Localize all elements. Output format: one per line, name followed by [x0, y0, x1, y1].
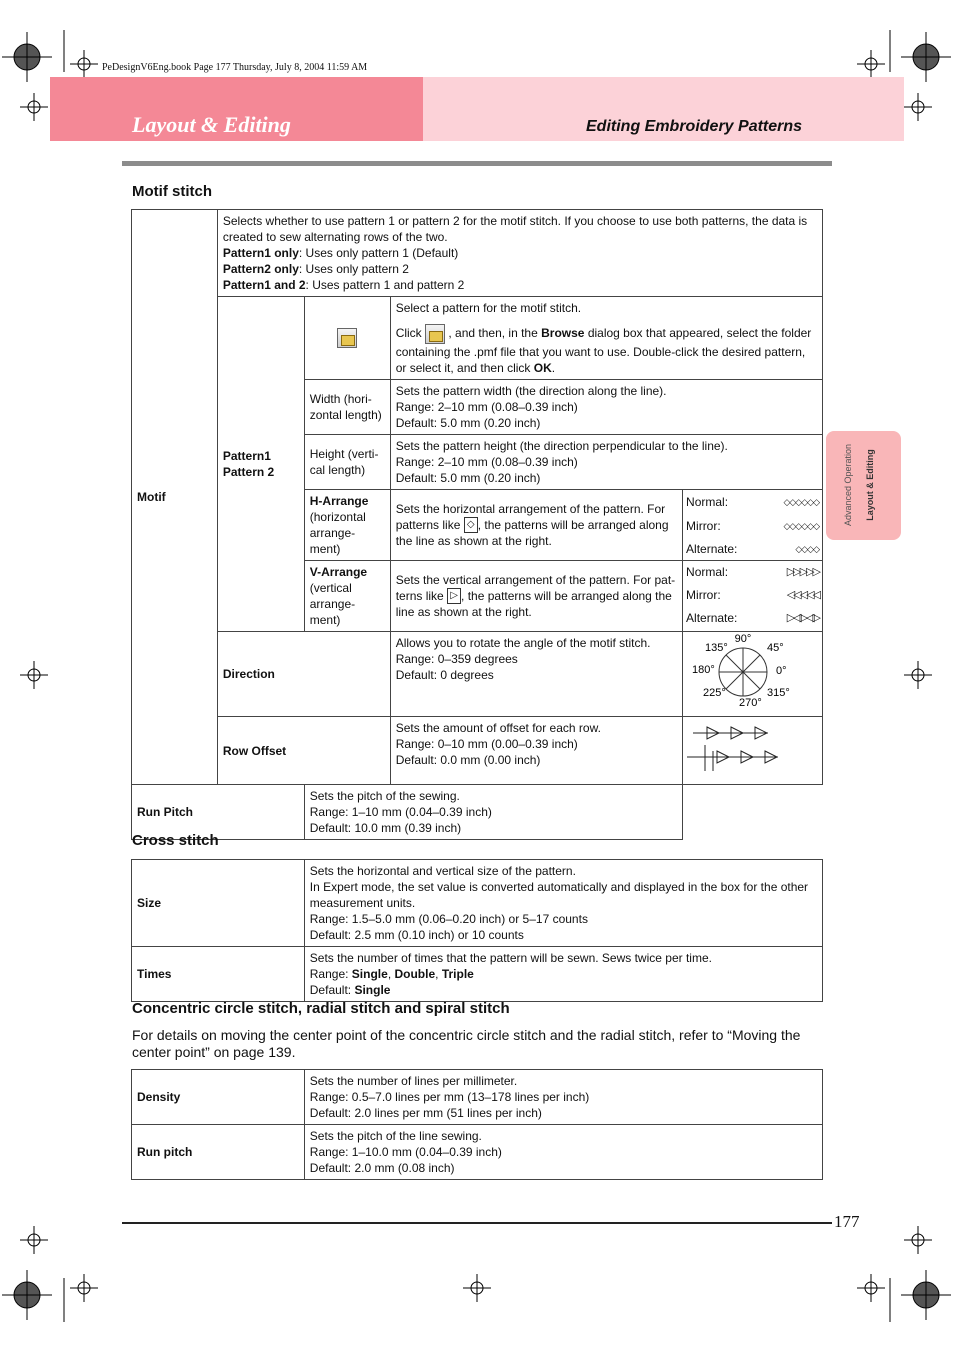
- rowoffset-desc-2: Default: 0.0 mm (0.00 inch): [395, 753, 541, 767]
- h-mirror-label: Mirror:: [686, 519, 721, 533]
- times-default-pre: Default:: [309, 983, 355, 997]
- angle-270: 270°: [739, 697, 762, 709]
- density-label: Density: [132, 1070, 305, 1125]
- chapter-title: Layout & Editing: [132, 112, 291, 137]
- side-tab: [826, 431, 901, 540]
- select-desc-cell: [390, 297, 822, 380]
- angle-135: 135°: [705, 642, 728, 654]
- motif-heading: Motif stitch: [132, 183, 212, 200]
- comma: ,: [435, 967, 442, 981]
- height-desc-cell: [390, 435, 822, 490]
- row-offset-icon: [683, 717, 803, 777]
- runpitch-desc-0: Sets the pitch of the sewing.: [309, 789, 460, 803]
- runpitch-desc-1: Range: 1–10 mm (0.04–0.39 inch): [309, 805, 492, 819]
- rowoffset-desc-cell: [390, 717, 682, 785]
- diamond-mirror-icon: ◇◇◇◇◇◇: [783, 521, 819, 531]
- h-normal-label: Normal:: [686, 495, 729, 509]
- angle-225: 225°: [703, 687, 726, 699]
- direction-desc-1: Range: 0–359 degrees: [395, 652, 518, 666]
- angle-45: 45°: [767, 642, 784, 654]
- pattern2-label: Pattern 2: [222, 465, 275, 479]
- page-number: 177: [834, 1212, 860, 1231]
- open-folder-icon: [425, 324, 445, 344]
- side-tab-line2: Layout & Editing: [865, 449, 875, 521]
- width-desc-0: Sets the pattern width (the direction along the line).: [395, 384, 667, 398]
- harrange-bold: H-Arrange: [309, 494, 369, 508]
- density-desc-1: Range: 0.5–7.0 lines per mm (13–178 lines per inch): [309, 1090, 590, 1104]
- times-double: Double: [394, 967, 436, 981]
- opt2-bold: Pattern2 only: [222, 262, 299, 276]
- rowoffset-desc-0: Sets the amount of offset for each row.: [395, 721, 601, 735]
- direction-dial-icon: [683, 632, 803, 714]
- width-label: Width (hori-zontal length): [304, 380, 390, 435]
- times-triple: Triple: [441, 967, 474, 981]
- harrange-desc: [390, 490, 682, 561]
- ok-word: OK: [533, 361, 552, 375]
- triangle-icon: ▷: [447, 588, 461, 604]
- open-folder-icon[interactable]: [337, 328, 357, 348]
- concentric-paragraph: For details on moving the center point of the concentric circle stitch and the radial stitch, refer to “Moving the center point” on page 139.: [132, 1027, 801, 1060]
- diamond-normal-icon: ◇◇◇◇◇◇: [783, 497, 819, 507]
- times-default-single: Single: [354, 983, 391, 997]
- harrange-label-cell: [304, 490, 390, 561]
- times-desc-cell: [304, 947, 822, 1002]
- runpitch2-desc-1: Range: 1–10.0 mm (0.04–0.39 inch): [309, 1145, 502, 1159]
- size-desc-0: Sets the horizontal and vertical size of the pattern.: [309, 864, 576, 878]
- times-range-pre: Range:: [309, 967, 352, 981]
- select-line: Select a pattern for the motif stitch.: [395, 301, 582, 315]
- density-desc-0: Sets the number of lines per millimeter.: [309, 1074, 518, 1088]
- varrange-bold: V-Arrange: [309, 565, 368, 579]
- runpitch2-desc-cell: [304, 1125, 822, 1180]
- motif-label: Motif: [132, 210, 218, 785]
- triangle-alternate-icon: ▷◁▷◁▷: [786, 612, 819, 624]
- size-desc-1: In Expert mode, the set value is converted automatically and displayed in the box for the other measurement units.: [309, 880, 809, 910]
- side-tab-line1: Advanced Operation: [843, 443, 853, 527]
- v-mirror-label: Mirror:: [686, 588, 721, 602]
- times-single: Single: [351, 967, 388, 981]
- pattern1-label: Pattern1: [222, 449, 271, 463]
- harrange-illustration: [683, 490, 823, 561]
- browse-word: Browse: [541, 326, 585, 341]
- opt1-bold: Pattern1 only: [222, 246, 299, 260]
- harrange-desc-1: Sets the horizontal arrangement of the pattern. For patterns like: [395, 501, 666, 532]
- harrange-desc-2: , the patterns will be arranged along the line as shown at the right.: [395, 517, 669, 549]
- concentric-table: [131, 1069, 823, 1180]
- rowoffset-desc-1: Range: 0–10 mm (0.00–0.39 inch): [395, 737, 578, 751]
- direction-desc-0: Allows you to rotate the angle of the motif stitch.: [395, 636, 651, 650]
- angle-90: 90°: [734, 633, 752, 645]
- runpitch2-desc-0: Sets the pitch of the line sewing.: [309, 1129, 482, 1143]
- click-post: dialog box that appeared, select the folder containing the .pmf file that you want to use. Double-click the desired pattern, or select it, and then click: [395, 326, 812, 375]
- runpitch2-label: Run pitch: [132, 1125, 305, 1180]
- varrange-text: (vertical arrange-ment): [309, 581, 356, 627]
- times-line1: Sets the number of times that the pattern will be sewn. Sews twice per time.: [309, 951, 712, 965]
- height-desc-2: Default: 5.0 mm (0.20 inch): [395, 471, 541, 485]
- runpitch-desc-2: Default: 10.0 mm (0.39 inch): [309, 821, 462, 835]
- diamond-alternate-icon: ◇◇◇◇: [795, 544, 819, 554]
- v-alternate-label: Alternate:: [686, 611, 738, 625]
- varrange-illustration: [683, 561, 823, 632]
- direction-desc-2: Default: 0 degrees: [395, 668, 494, 682]
- cross-heading: Cross stitch: [132, 832, 219, 849]
- density-desc-cell: [304, 1070, 822, 1125]
- v-normal-label: Normal:: [686, 565, 729, 579]
- times-label: Times: [132, 947, 305, 1002]
- width-desc-cell: [390, 380, 822, 435]
- rowoffset-label: Row Offset: [217, 717, 390, 785]
- width-desc-1: Range: 2–10 mm (0.08–0.39 inch): [395, 400, 578, 414]
- triangle-normal-icon: ▷▷▷▷▷: [786, 566, 819, 578]
- direction-label: Direction: [217, 632, 390, 717]
- footer-rule: [122, 1222, 832, 1224]
- size-label: Size: [132, 860, 305, 947]
- pattern-label-cell: [217, 297, 304, 632]
- varrange-desc-1: Sets the vertical arrangement of the pattern. For pat-terns like: [395, 572, 676, 603]
- motif-desc-cell: [217, 210, 822, 297]
- harrange-text: (horizontal arrange-ment): [309, 510, 366, 556]
- period: .: [551, 361, 556, 375]
- opt3-text: : Uses pattern 1 and pattern 2: [305, 278, 465, 292]
- size-desc-cell: [304, 860, 822, 947]
- comma: ,: [387, 967, 395, 981]
- runpitch-label: Run Pitch: [132, 785, 305, 840]
- size-desc-2: Range: 1.5–5.0 mm (0.06–0.20 inch) or 5–17 counts: [309, 912, 588, 926]
- click-mid: , and then, in the: [448, 326, 542, 341]
- varrange-label-cell: [304, 561, 390, 632]
- height-desc-1: Range: 2–10 mm (0.08–0.39 inch): [395, 455, 578, 469]
- section-title: Editing Embroidery Patterns: [586, 118, 803, 135]
- rowoffset-illustration: [683, 717, 823, 785]
- opt3-bold: Pattern1 and 2: [222, 278, 306, 292]
- angle-0: 0°: [776, 665, 787, 677]
- triangle-mirror-icon: ◁◁◁◁◁: [786, 589, 819, 601]
- width-desc-2: Default: 5.0 mm (0.20 inch): [395, 416, 541, 430]
- motif-table: [131, 209, 823, 840]
- runpitch-desc-cell: [304, 785, 682, 840]
- size-desc-3: Default: 2.5 mm (0.10 inch) or 10 counts: [309, 928, 524, 942]
- opt1-text: : Uses only pattern 1 (Default): [298, 246, 459, 260]
- h-alternate-label: Alternate:: [686, 542, 738, 556]
- motif-desc: Selects whether to use pattern 1 or pattern 2 for the motif stitch. If you choose to use both patterns, the data is created to sew alternating rows of the two.: [222, 214, 808, 244]
- cross-table: [131, 859, 823, 1002]
- varrange-desc-2: , the patterns will be arranged along the line as shown at the right.: [395, 588, 672, 620]
- header-rule: [122, 161, 832, 166]
- diamond-icon: ◇: [464, 517, 478, 533]
- height-desc-0: Sets the pattern height (the direction perpendicular to the line).: [395, 439, 728, 453]
- opt2-text: : Uses only pattern 2: [298, 262, 409, 276]
- browse-icon-cell: [304, 297, 390, 380]
- varrange-desc: [390, 561, 682, 632]
- click-pre: Click: [395, 326, 422, 341]
- direction-dial-cell: [683, 632, 823, 717]
- density-desc-2: Default: 2.0 lines per mm (51 lines per inch): [309, 1106, 542, 1120]
- height-label: Height (verti-cal length): [304, 435, 390, 490]
- concentric-heading: Concentric circle stitch, radial stitch and spiral stitch: [132, 1000, 510, 1017]
- runpitch2-desc-2: Default: 2.0 mm (0.08 inch): [309, 1161, 455, 1175]
- angle-315: 315°: [767, 687, 790, 699]
- angle-180: 180°: [692, 664, 715, 676]
- book-info-line: PeDesignV6Eng.book Page 177 Thursday, July 8, 2004 11:59 AM: [102, 62, 368, 73]
- direction-desc-cell: [390, 632, 682, 717]
